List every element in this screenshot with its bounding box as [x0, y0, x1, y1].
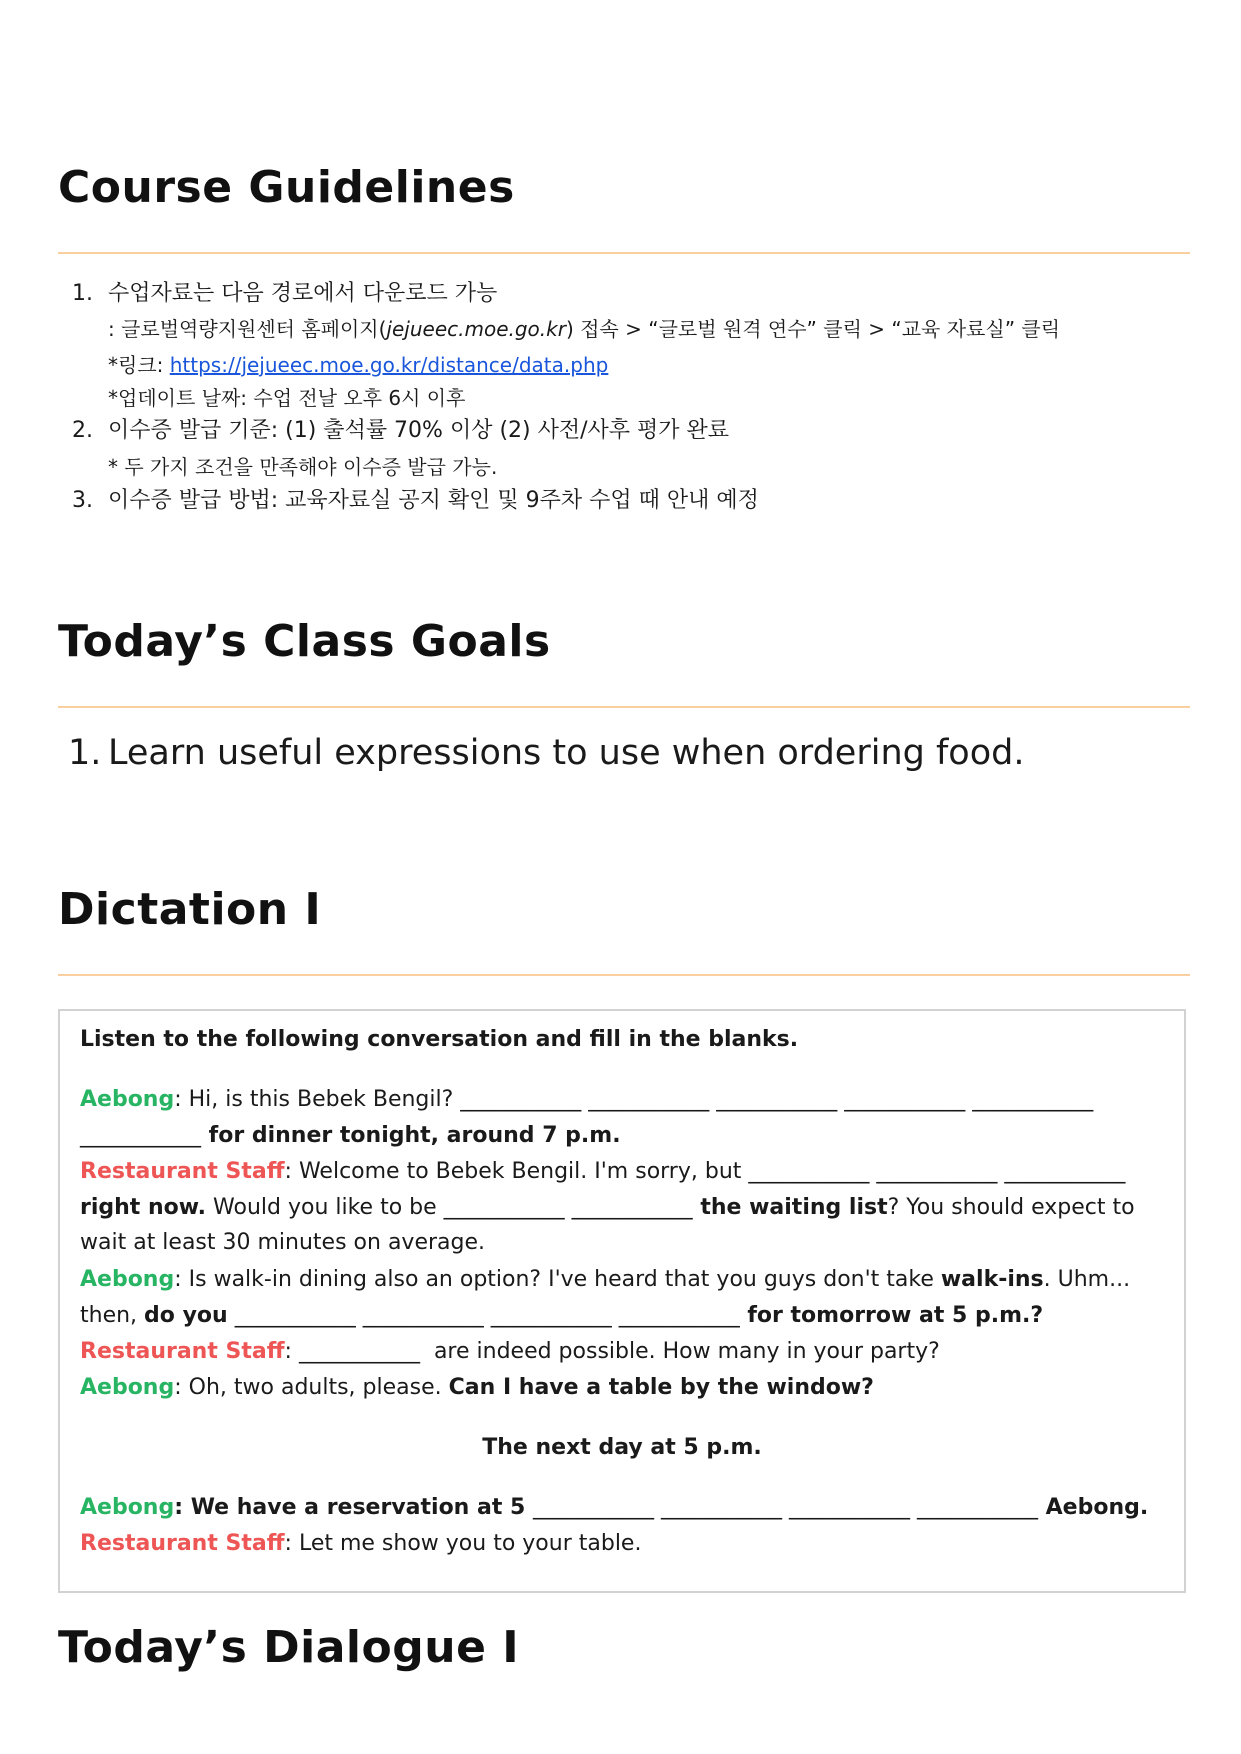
line-text-bold: do you: [144, 1303, 228, 1328]
line-text-bold: Can I have a table by the window?: [448, 1375, 874, 1400]
line-text: Would you like to be: [206, 1195, 444, 1220]
path-suffix: ) 접속 > “글로벌 원격 연수” 클릭 > “교육 자료실” 클릭: [565, 317, 1061, 341]
speaker-aebong: Aebong: [80, 1375, 175, 1400]
blank: ___________: [876, 1159, 998, 1184]
line-text: :: [284, 1339, 299, 1364]
section-title-dialogue: Today’s Dialogue I: [58, 1622, 520, 1673]
line-text-bold: for tomorrow at 5 p.m.?: [739, 1303, 1044, 1328]
blank: ___________: [443, 1195, 565, 1220]
blank: ___________: [588, 1087, 710, 1112]
blank: ___________: [460, 1087, 582, 1112]
section-title-course-guidelines: Course Guidelines: [58, 162, 515, 213]
line-text: : Hi, is this Bebek Bengil?: [174, 1087, 461, 1112]
materials-link[interactable]: https://jejueec.moe.go.kr/distance/data.php: [169, 353, 609, 377]
blank: ___________: [789, 1495, 910, 1520]
speaker-aebong: Aebong: [80, 1087, 175, 1112]
goal-item-1: [68, 731, 1024, 775]
guideline-item-1: [72, 277, 497, 311]
blank: ___________: [362, 1303, 484, 1328]
line-text-bold: walk-ins: [940, 1267, 1044, 1292]
line-text: : Let me show you to your table.: [284, 1531, 642, 1556]
section-title-dictation: Dictation I: [58, 884, 322, 935]
speaker-restaurant-staff: Restaurant Staff: [80, 1339, 285, 1364]
line-text-bold: for dinner tonight, around 7 p.m.: [201, 1123, 621, 1148]
speaker-restaurant-staff: Restaurant Staff: [80, 1159, 285, 1184]
list-number: 1.: [68, 733, 102, 773]
blank: ___________: [844, 1087, 966, 1112]
site-address: jejueec.moe.go.kr: [386, 317, 566, 341]
guideline-text: 수업자료는 다음 경로에서 다운로드 가능: [108, 281, 498, 306]
section-divider: [58, 974, 1190, 976]
goal-text: Learn useful expressions to use when ordering food.: [108, 733, 1025, 773]
dictation-instruction: Listen to the following conversation and fill in the blanks.: [80, 1027, 799, 1052]
blank: ___________: [571, 1195, 693, 1220]
blank: ___________: [298, 1339, 420, 1364]
section-divider: [58, 252, 1190, 254]
path-prefix: : 글로벌역량지원센터 홈페이지(: [108, 317, 387, 341]
line-text-bold: right now.: [80, 1195, 207, 1220]
list-number: 1.: [72, 281, 93, 306]
dialogue-line-8: [80, 1334, 940, 1370]
dialogue-line-5: wait at least 30 minutes on average.: [80, 1230, 486, 1255]
line-text: then,: [80, 1303, 145, 1328]
blank: ___________: [490, 1303, 612, 1328]
dialogue-line-9: [80, 1370, 874, 1406]
blank: ___________: [972, 1087, 1094, 1112]
guideline-item-3: [72, 484, 759, 518]
list-number: 2.: [72, 418, 93, 443]
link-line: [108, 348, 608, 382]
certificate-note: * 두 가지 조건을 만족해야 이수증 발급 가능.: [108, 455, 498, 479]
dialogue-line-7: [80, 1298, 1043, 1334]
line-text-bold: the waiting list: [692, 1195, 888, 1220]
guideline-text: 이수증 발급 방법: 교육자료실 공지 확인 및 9주차 수업 때 안내 예정: [108, 488, 759, 513]
line-text: are indeed possible. How many in your party?: [419, 1339, 940, 1364]
section-divider: [58, 706, 1190, 708]
line-text-bold: Aebong.: [1038, 1495, 1149, 1520]
blank: ___________: [716, 1087, 838, 1112]
blank: ___________: [917, 1495, 1038, 1520]
dialogue-line-1: [80, 1082, 1093, 1118]
dialogue-line-2: [80, 1118, 621, 1154]
blank: ___________: [661, 1495, 782, 1520]
link-label: *링크:: [108, 353, 170, 377]
dialogue-line-4: [80, 1190, 1135, 1226]
update-note: *업데이트 날짜: 수업 전날 오후 6시 이후: [108, 386, 466, 410]
line-text: . Uhm...: [1043, 1267, 1131, 1292]
line-text: ? You should expect to: [887, 1195, 1135, 1220]
speaker-restaurant-staff: Restaurant Staff: [80, 1531, 285, 1556]
blank: ___________: [533, 1495, 654, 1520]
dialogue-line-6: [80, 1262, 1130, 1298]
line-text: : Oh, two adults, please.: [174, 1375, 449, 1400]
guideline-text: 이수증 발급 기준: (1) 출석률 70% 이상 (2) 사전/사후 평가 완료: [108, 418, 730, 443]
dialogue-line-11: [80, 1526, 641, 1562]
line-text-bold: : We have a reservation at 5: [174, 1495, 533, 1520]
speaker-aebong: Aebong: [80, 1267, 175, 1292]
blank: ___________: [234, 1303, 356, 1328]
blank: ___________: [748, 1159, 870, 1184]
download-path: [108, 312, 1060, 346]
guideline-item-2: [72, 414, 729, 448]
list-number: 3.: [72, 488, 93, 513]
blank: ___________: [618, 1303, 740, 1328]
line-text: : Welcome to Bebek Bengil. I'm sorry, but: [284, 1159, 749, 1184]
speaker-aebong: Aebong: [80, 1495, 175, 1520]
line-text: : Is walk-in dining also an option? I've heard that you guys don't take: [174, 1267, 941, 1292]
dialogue-line-3: [80, 1154, 1125, 1190]
scene-note: The next day at 5 p.m.: [482, 1435, 762, 1460]
dialogue-line-10: [80, 1490, 1148, 1526]
blank: ___________: [80, 1123, 201, 1148]
blank: ___________: [1004, 1159, 1126, 1184]
section-title-class-goals: Today’s Class Goals: [58, 616, 551, 667]
